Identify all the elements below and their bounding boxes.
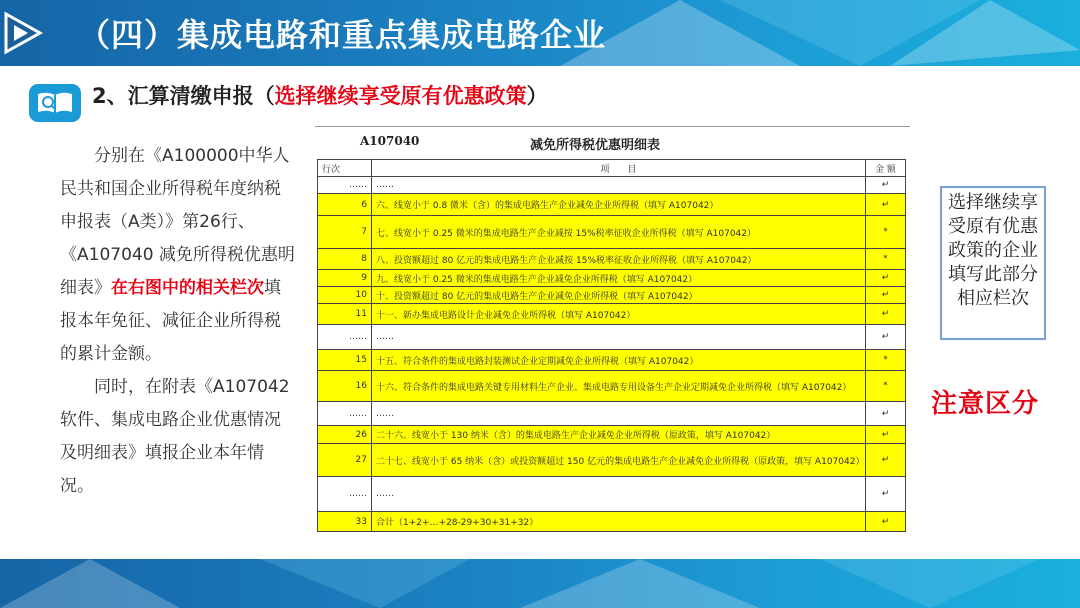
row-number: 10 [318, 287, 372, 304]
form-row [318, 216, 906, 249]
form-row [318, 325, 906, 350]
row-number: 27 [318, 444, 372, 477]
form-row [318, 249, 906, 270]
row-amount: ↵ [866, 426, 906, 444]
row-item: 合计（1+2+…+28-29+30+31+32） [372, 512, 866, 532]
row-amount: ↵ [866, 270, 906, 287]
form-row [318, 426, 906, 444]
row-item: 六、线宽小于 0.8 微米（含）的集成电路生产企业减免企业所得税（填写 A107042） [372, 194, 866, 216]
row-number: 9 [318, 270, 372, 287]
tax-form-image [315, 126, 910, 542]
row-item: 七、线宽小于 0.25 微米的集成电路生产企业减按 15%税率征收企业所得税（填写 A107042） [372, 216, 866, 249]
form-header-cell: 项 目 [372, 160, 866, 177]
row-number: …… [318, 477, 372, 512]
book-search-icon [29, 82, 81, 124]
row-item: 十一、新办集成电路设计企业减免企业所得税（填写 A107042） [372, 304, 866, 325]
footer-decoration [0, 559, 1080, 608]
form-row [318, 444, 906, 477]
form-row [318, 402, 906, 426]
description-text [60, 140, 296, 503]
row-number: 15 [318, 350, 372, 371]
row-item: …… [372, 325, 866, 350]
row-amount: ↵ [866, 325, 906, 350]
p1-text-b: 填报本年免征、减征企业所得税的累计金额。 [60, 278, 281, 364]
row-amount: ↵ [866, 444, 906, 477]
row-number: 33 [318, 512, 372, 532]
row-item: 八、投资额超过 80 亿元的集成电路生产企业减按 15%税率征收企业所得税（填写 A107042） [372, 249, 866, 270]
header-bar [0, 0, 1080, 66]
row-item: 二十六、线宽小于 130 纳米（含）的集成电路生产企业减免企业所得税（原政策，填写 A107042） [372, 426, 866, 444]
form-row [318, 177, 906, 194]
callout-box: 选择继续享受原有优惠政策的企业填写此部分相应栏次 [940, 186, 1046, 340]
form-row [318, 512, 906, 532]
row-number: 7 [318, 216, 372, 249]
row-amount: ↵ [866, 477, 906, 512]
form-table [317, 159, 906, 532]
row-number: …… [318, 402, 372, 426]
row-number: 26 [318, 426, 372, 444]
form-top-rule [315, 126, 910, 127]
form-row [318, 477, 906, 512]
row-item: 十、投资额超过 80 亿元的集成电路生产企业减免企业所得税（填写 A107042） [372, 287, 866, 304]
subtitle-highlight: 选择继续享受原有优惠政策 [274, 84, 527, 108]
notice-text: 注意区分 [931, 389, 1040, 419]
row-number: 11 [318, 304, 372, 325]
row-amount: * [866, 350, 906, 371]
p1-highlight: 在右图中的相关栏次 [111, 278, 264, 298]
row-amount: * [866, 371, 906, 402]
footer-bar [0, 559, 1080, 608]
row-amount: * [866, 216, 906, 249]
form-header-row [318, 160, 906, 177]
subtitle-close: ） [526, 84, 548, 108]
form-row [318, 304, 906, 325]
form-code: A107040 [360, 134, 420, 148]
row-amount: ↵ [866, 304, 906, 325]
form-header-cell: 金 额 [866, 160, 906, 177]
row-number: 6 [318, 194, 372, 216]
row-number: 8 [318, 249, 372, 270]
form-title: 减免所得税优惠明细表 [530, 138, 661, 153]
header-decoration [560, 0, 1080, 66]
form-row [318, 270, 906, 287]
row-number: 16 [318, 371, 372, 402]
row-amount: ↵ [866, 287, 906, 304]
section-subtitle [92, 80, 548, 110]
form-row [318, 371, 906, 402]
row-amount: * [866, 249, 906, 270]
row-item: …… [372, 177, 866, 194]
row-item: …… [372, 402, 866, 426]
row-amount: ↵ [866, 402, 906, 426]
row-amount: ↵ [866, 194, 906, 216]
paragraph-1 [60, 140, 296, 371]
row-number: …… [318, 177, 372, 194]
row-item: …… [372, 477, 866, 512]
row-amount: ↵ [866, 177, 906, 194]
subtitle-main: 2、汇算清缴申报（ [92, 84, 275, 108]
row-number: …… [318, 325, 372, 350]
row-item: 二十七、线宽小于 65 纳米（含）或投资额超过 150 亿元的集成电路生产企业减免企业所得税（原政策，填写 A107042） [372, 444, 866, 477]
row-item: 九、线宽小于 0.25 微米的集成电路生产企业减免企业所得税（填写 A107042） [372, 270, 866, 287]
form-row [318, 194, 906, 216]
row-item: 十五、符合条件的集成电路封装测试企业定期减免企业所得税（填写 A107042） [372, 350, 866, 371]
p1-text-a: 分别在《A100000中华人民共和国企业所得税年度纳税申报表（A类）》第26行、《A107040 减免所得税优惠明细表》 [60, 146, 295, 298]
play-logo-icon [0, 8, 46, 58]
row-amount: ↵ [866, 512, 906, 532]
form-row [318, 287, 906, 304]
form-row [318, 350, 906, 371]
form-header-cell: 行次 [318, 160, 372, 177]
page-title: （四）集成电路和重点集成电路企业 [78, 16, 607, 54]
row-item: 十六、符合条件的集成电路关键专用材料生产企业、集成电路专用设备生产企业定期减免企业所得税（填写 A107042） [372, 371, 866, 402]
paragraph-2: 同时，在附表《A107042 软件、集成电路企业优惠情况及明细表》填报企业本年情况。 [60, 377, 290, 496]
